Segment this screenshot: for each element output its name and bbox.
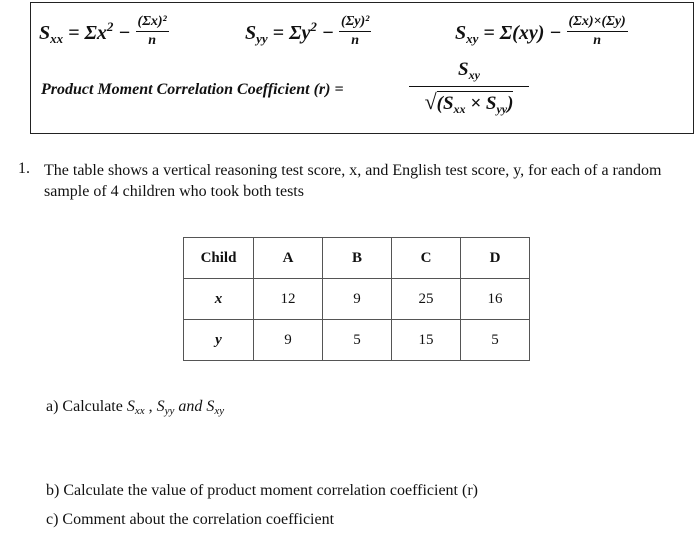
pmcc-den-sub2: yy (496, 102, 508, 116)
part-a-and: and (174, 398, 207, 415)
sxx-lhs-sub: xx (50, 31, 64, 47)
header-cell: B (323, 238, 392, 279)
part-a-s1-sub: xx (134, 405, 145, 417)
sqrt-icon: √ (424, 89, 437, 114)
part-a-sep: , (144, 398, 157, 415)
sxx-fraction (136, 14, 169, 49)
part-a-s2: S (156, 398, 165, 415)
table-cell: 5 (323, 320, 392, 361)
syy-rhs: = Σy (272, 22, 311, 45)
header-cell: C (392, 238, 461, 279)
syy-lhs-sub: yy (256, 31, 268, 47)
part-b: b) Calculate the value of product moment correlation coefficient (r) (46, 482, 478, 499)
table-row (184, 279, 530, 320)
formula-box (30, 2, 694, 134)
sxy-fraction (567, 14, 628, 49)
data-table (183, 237, 530, 361)
sxy-lhs-sub: xy (466, 31, 479, 47)
pmcc-numerator (409, 59, 529, 87)
question-text: The table shows a vertical reasoning test score, x, and English test score, y, for each of a random sample of 4 children who took both tests (44, 162, 662, 200)
syy-frac-num: (Σy)² (339, 14, 371, 32)
part-a-prefix: a) Calculate (46, 398, 127, 415)
table-cell: 9 (254, 320, 323, 361)
pmcc-radicand (437, 91, 514, 114)
table-cell: 12 (254, 279, 323, 320)
pmcc-fraction (409, 59, 529, 117)
table-cell: 5 (461, 320, 530, 361)
syy-formula (245, 14, 371, 52)
table-cell: 25 (392, 279, 461, 320)
sxx-lhs: S (39, 22, 51, 45)
header-cell: A (254, 238, 323, 279)
row-label: x (184, 279, 254, 320)
part-a-s2-sub: yy (164, 405, 175, 417)
syy-minus: − (316, 22, 334, 45)
part-c: c) Comment about the correlation coefficient (46, 511, 335, 528)
header-label: Child (184, 238, 254, 279)
syy-lhs: S (245, 22, 257, 45)
sxy-formula (455, 14, 628, 52)
pmcc-den-times: × S (465, 93, 497, 114)
sxx-frac-num: (Σx)² (136, 14, 169, 32)
sxy-lhs: S (455, 22, 467, 45)
pmcc-den-open: (S (436, 93, 454, 114)
sxx-frac-den: n (148, 33, 157, 48)
pmcc-label: Product Moment Correlation Coefficient (r) = (41, 81, 344, 98)
question-number: 1. (18, 160, 30, 177)
table-cell: 16 (461, 279, 530, 320)
sxx-rhs: = Σx (68, 22, 107, 45)
table-header-row (184, 238, 530, 279)
sxx-minus: − (113, 22, 131, 45)
part-a-s1: S (126, 398, 135, 415)
part-a (46, 398, 224, 417)
syy-rhs-sup: 2 (310, 19, 317, 35)
pmcc-num-main: S (458, 59, 469, 80)
table-row (184, 320, 530, 361)
pmcc-den-close: ) (507, 93, 514, 114)
syy-frac-den: n (351, 33, 360, 48)
sxx-rhs-sup: 2 (106, 19, 114, 35)
pmcc-denominator (409, 87, 529, 117)
sxy-rhs: = Σ(xy) − (483, 22, 562, 45)
pmcc-den-sub1: xx (453, 102, 466, 116)
syy-fraction (339, 14, 371, 49)
row-label: y (184, 320, 254, 361)
part-a-s3: S (206, 398, 215, 415)
table-cell: 9 (323, 279, 392, 320)
sxx-formula (39, 14, 169, 52)
header-cell: D (461, 238, 530, 279)
sxy-frac-den: n (593, 33, 601, 48)
part-a-s3-sub: xy (214, 405, 225, 417)
pmcc-num-sub: xy (468, 68, 480, 82)
sxy-frac-num: (Σx)×(Σy) (567, 14, 628, 32)
table-cell: 15 (392, 320, 461, 361)
